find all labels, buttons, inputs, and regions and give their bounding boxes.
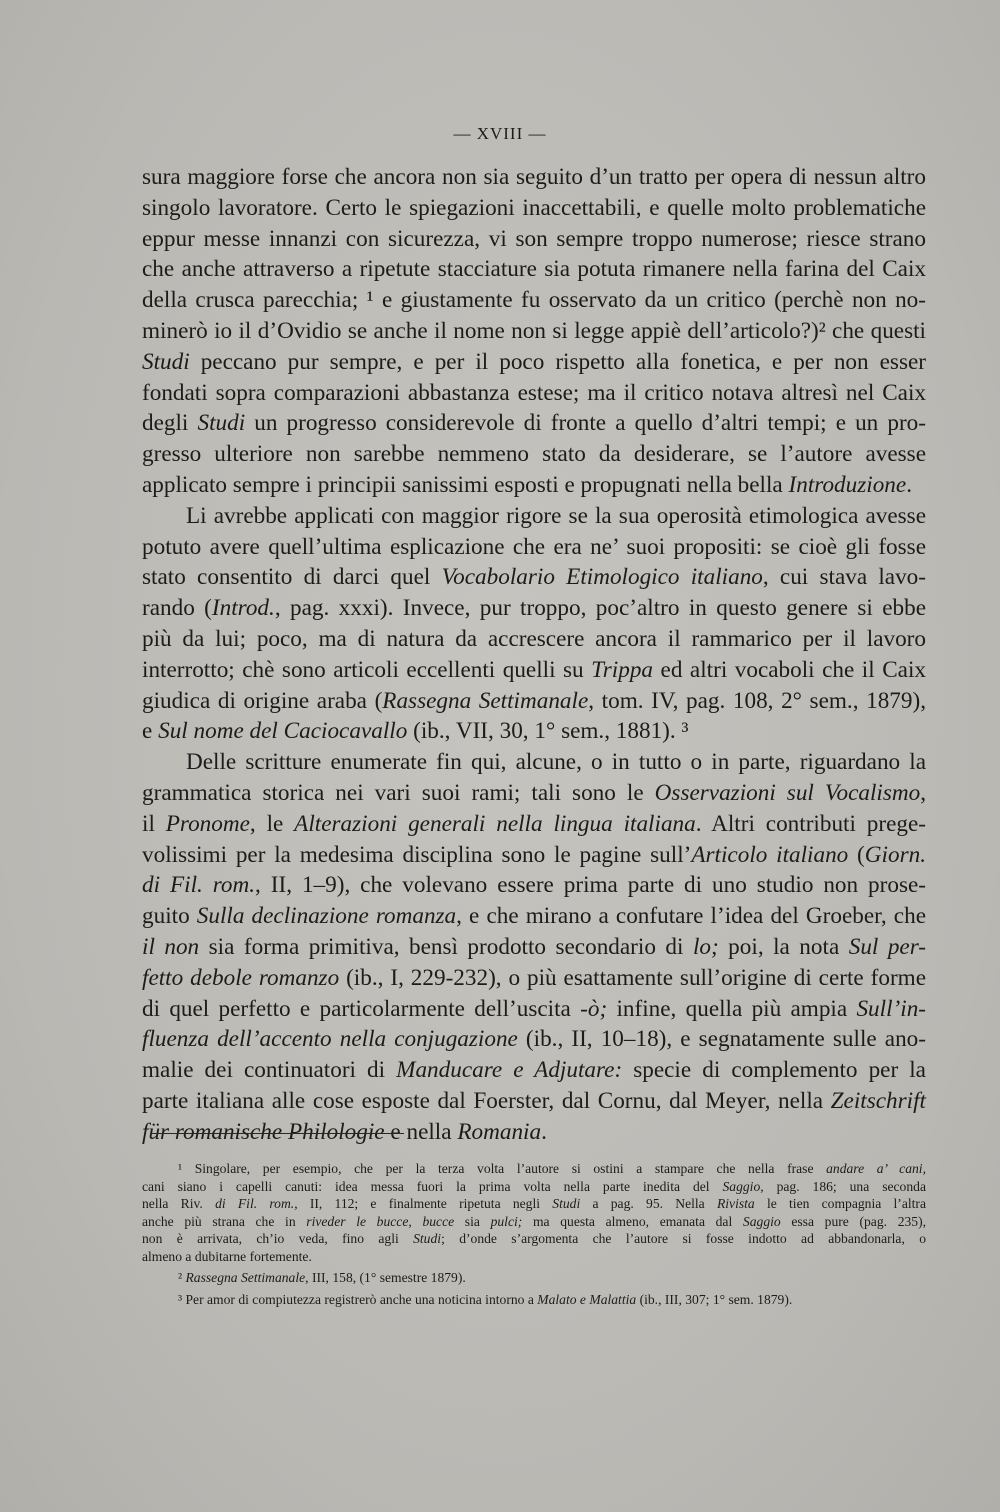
text-line: sura maggiore forse che ancora non sia seguito d’un tratto per opera di nessun altro bbox=[142, 164, 926, 190]
text-line: Delle scritture enumerate fin qui, alcune, o in tutto o in parte, riguardano la bbox=[186, 749, 926, 776]
footnotes bbox=[142, 1160, 926, 1308]
text-line: minerò io il d’Ovidio se anche il nome non si legge appiè dell’articolo?)² che questi bbox=[142, 317, 926, 344]
text-line: rando (Introd., pag. xxxi). Invece, pur troppo, poc’altro in questo genere si ebbe bbox=[142, 595, 926, 622]
text-line: für romanische Philologie e nella Romania. bbox=[142, 1118, 547, 1145]
text-line: della crusca parecchia; ¹ e giustamente fu osservato da un critico (perchè non no- bbox=[142, 287, 926, 314]
text-line: di Fil. rom., II, 1–9), che volevano essere prima parte di uno studio non prose- bbox=[142, 872, 926, 899]
text-line: di quel perfetto e particolarmente dell’uscita -ò; infine, quella più ampia Sull’in- bbox=[142, 995, 927, 1022]
footnote-line: ¹ Singolare, per esempio, che per la terza volta l’autore si ostini a stampare che nella frase andare a’ cani, bbox=[178, 1161, 926, 1176]
footnote-line: ³ Per amor di compiutezza registrerò anche una noticina intorno a Malato e Malattia (ib., III, 307; 1° sem. 1879). bbox=[178, 1291, 793, 1307]
text-line: parte italiana alle cose esposte dal Foerster, dal Cornu, dal Meyer, nella Zeitschrift bbox=[142, 1087, 926, 1114]
text-line: fondati sopra comparazioni abbastanza estese; ma il critico notava altresì nel Caix bbox=[142, 379, 926, 406]
text-line: potuto avere quell’ultima esplicazione che era ne’ suoi propositi: se cioè gli fosse bbox=[142, 533, 926, 560]
text-line: guito Sulla declinazione romanza, e che mirano a confutare l’idea del Groeber, che bbox=[142, 903, 926, 930]
footnote-line: non è arrivata, ch’io veda, fino agli Studi; d’onde s’argomenta che l’autore si fosse indotto ad abbandonarla, o bbox=[142, 1231, 926, 1246]
text-line: stato consentito di darci quel Vocabolario Etimologico italiano, cui stava lavo- bbox=[142, 564, 926, 591]
text-line: applicato sempre i principii sanissimi esposti e propugnati nella bella Introduzione. bbox=[142, 471, 912, 498]
footnote-line: ² Rassegna Settimanale, III, 158, (1° semestre 1879). bbox=[178, 1270, 466, 1285]
text-line: fluenza dell’accento nella conjugazione (ib., II, 10–18), e segnatamente sulle ano- bbox=[142, 1026, 926, 1053]
text-line: Li avrebbe applicati con maggior rigore se la sua operosità etimologica avesse bbox=[186, 502, 926, 529]
text-line: malie dei continuatori di Manducare e Adjutare: specie di complemento per la bbox=[142, 1057, 926, 1084]
text-line: Studi peccano pur sempre, e per il poco rispetto alla fonetica, e per non esser bbox=[142, 348, 926, 375]
text-line: degli Studi un progresso considerevole di fronte a quello d’altri tempi; e un pro- bbox=[142, 410, 926, 437]
page-number: — XVIII — bbox=[453, 124, 547, 143]
text-line: volissimi per la medesima disciplina sono le pagine sull’Articolo italiano (Giorn. bbox=[142, 841, 926, 868]
text-line: giudica di origine araba (Rassegna Settimanale, tom. IV, pag. 108, 2° sem., 1879), bbox=[142, 687, 926, 714]
text-line: eppur messe innanzi con sicurezza, vi son sempre troppo numerose; riesce strano bbox=[142, 225, 926, 252]
footnote-divider bbox=[150, 1133, 404, 1134]
main-text bbox=[142, 162, 926, 1148]
text-line: e Sul nome del Caciocavallo (ib., VII, 30, 1° sem., 1881). ³ bbox=[142, 718, 689, 745]
text-line: fetto debole romanzo (ib., I, 229-232), o più esattamente sull’origine di certe forme bbox=[142, 964, 927, 991]
footnote-line: nella Riv. di Fil. rom., II, 112; e finalmente ripetuta negli Studi a pag. 95. Nella Rivista le tien compagnia l’altra bbox=[142, 1196, 926, 1211]
footnote-line: almeno a dubitarne fortemente. bbox=[142, 1248, 312, 1264]
footnote-line: cani siano i capelli canuti: idea messa fuori la prima volta nella parte inedita del Saggio, pag. 186; una seconda bbox=[142, 1178, 926, 1194]
text-line: che anche attraverso a ripetute stacciature sia potuta rimanere nella farina del Caix bbox=[142, 256, 926, 283]
text-line: il non sia forma primitiva, bensì prodotto secondario di lo; poi, la nota Sul per- bbox=[142, 933, 926, 960]
text-line: più da lui; poco, ma di natura da accrescere ancora il rammarico per il lavoro bbox=[142, 625, 926, 652]
text-line: il Pronome, le Alterazioni generali nella lingua italiana. Altri contributi prege- bbox=[142, 810, 927, 837]
text-line: grammatica storica nei vari suoi rami; tali sono le Osservazioni sul Vocalismo, bbox=[142, 779, 927, 806]
text-line: gresso ulteriore non sarebbe nemmeno stato da desiderare, se l’autore avesse bbox=[142, 441, 926, 468]
footnote-line: anche più strana che in riveder le bucce, bucce sia pulci; ma questa almeno, emanata dal Saggio essa pure (pag. 235), bbox=[142, 1213, 927, 1229]
text-line: interrotto; chè sono articoli eccellenti quelli su Trippa ed altri vocaboli che il Caix bbox=[142, 656, 926, 683]
text-line: singolo lavoratore. Certo le spiegazioni inaccettabili, e quelle molto problematiche bbox=[142, 194, 926, 221]
